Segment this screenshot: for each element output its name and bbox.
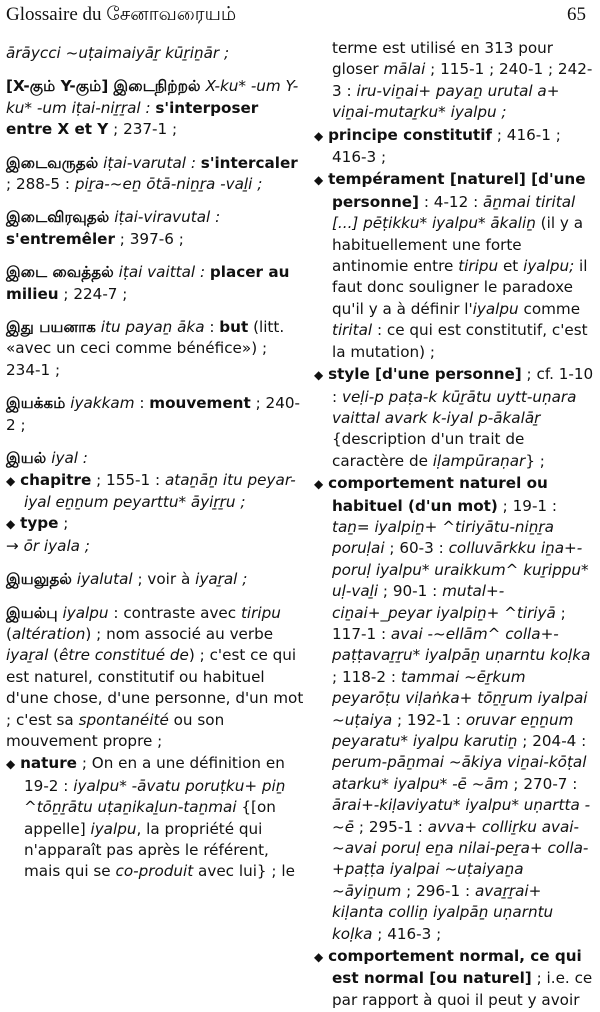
separator: ,: [519, 947, 531, 966]
term: iyalpu: [90, 819, 137, 838]
text: il faut donc souligner le paradoxe qu'il y a à définir l': [332, 257, 588, 318]
sense-label: comportement normal: [328, 947, 520, 966]
citation: avva+ colliṟku avai-~avai poruḷ eṉa nilai-peṟa+ colla-+paṭṭa iyalpai ~uṭaiyaṉa ~āyiṉum: [332, 817, 589, 900]
definition: mouvement: [149, 394, 251, 413]
term: être constitué de: [59, 646, 189, 665]
transliteration: iṭai-varutal :: [103, 153, 196, 172]
sense-label: comportement naturel ou habituel (d'un mot): [328, 474, 548, 515]
sense: [314, 473, 596, 945]
text: terme est utilisé en 313 pour gloser: [332, 39, 554, 79]
entry-continuation: [6, 43, 304, 64]
sense: [6, 753, 304, 882]
text: (: [48, 646, 60, 665]
headword: [X-கும் Y-கும்] இடைநிற்றல்: [6, 77, 201, 96]
reference: ; 90-1 :: [378, 582, 443, 601]
separator: ;: [58, 514, 69, 533]
citation: perum-pāṉmai ~ākiya viṉai-kōṭal atarku* iyalpu* -ē ~ām: [332, 753, 587, 793]
reference: ; 117-1 :: [332, 603, 566, 643]
entry-iyalutal: [6, 569, 304, 590]
reference: ; 416-3 ;: [372, 924, 442, 943]
headword: இயல்: [6, 449, 47, 468]
term: tiripu: [240, 603, 281, 622]
running-title: Glossaire du சேனாவரையம்: [6, 4, 237, 25]
reference: ; 60-3 :: [384, 539, 449, 558]
reference: ; 19-1 :: [497, 496, 558, 515]
sense-label: chapitre: [20, 470, 92, 489]
reference: ; 118-2 :: [332, 667, 401, 686]
left-column: [6, 43, 304, 895]
entry-itai-varutal: [6, 153, 304, 196]
transliteration: iyalpu: [62, 603, 109, 622]
headword: இடை வைத்தல்: [6, 263, 114, 282]
text: : ce qui est constitutif, c'est la mutation) ;: [332, 321, 588, 361]
reference: ; 192-1 :: [392, 710, 466, 729]
sense: [314, 169, 596, 363]
reference: ; 397-6 ;: [114, 229, 184, 248]
text: (: [6, 624, 12, 643]
bullet-icon: ◆: [314, 368, 324, 383]
entry-iyal: [6, 448, 304, 557]
citation: taṉ= iyalpiṉ+ ^tiriyātu-niṉṟa poruḷai: [332, 517, 554, 558]
sense: [6, 470, 304, 514]
citation: avaṟṟai+ kiḷanta colliṉ iyalpāṉ uṇarntu koḷka: [332, 881, 554, 943]
reference: ; 115-1 ; 240-1 ; 242-3 :: [332, 60, 593, 100]
text: {[on appelle]: [24, 798, 276, 838]
definition: s'intercaler: [200, 153, 298, 172]
headword: இது பயனாக: [6, 318, 96, 337]
citation: tammai ~ēṟkum peyarōṭu viḷaṅka+ tōṉṟum iyalpai ~uṭaiya: [332, 667, 588, 729]
bullet-icon: ◆: [314, 950, 324, 965]
transliteration: X-ku* -um Y-ku* -um iṭai-niṟṟal :: [6, 77, 299, 117]
definition: placer au milieu: [6, 263, 290, 303]
gloss: (litt. «avec un ceci comme bénéfice») ; 234-1 ;: [6, 318, 285, 379]
headword: இடைவருதல்: [6, 153, 99, 172]
headword: இயக்கம்: [6, 394, 66, 413]
transliteration: iṭai vaittal :: [118, 263, 206, 282]
bullet-icon: ◆: [314, 173, 324, 188]
arrow-right-icon: →: [6, 536, 24, 555]
bullet-icon: ◆: [314, 128, 324, 143]
entry-iyalpu: [6, 603, 304, 883]
page-header: [6, 4, 586, 26]
text: et: [498, 257, 524, 276]
citation: iru-viṉai+ payaṉ urutal a+ viṉai-mutaṟku* iyalpu ;: [332, 81, 560, 122]
text: ) ; nom associé au verbe: [85, 624, 274, 643]
reference: ; 240-2 ;: [6, 394, 301, 434]
term: iyaṟal: [6, 646, 49, 665]
sense-label: type: [20, 514, 59, 533]
text: ; On en a une définition en 19-2 :: [24, 754, 285, 795]
reference: ; 296-1 :: [401, 881, 475, 900]
transliteration: iyalutal: [76, 570, 133, 589]
reference: ; 155-1 :: [91, 470, 165, 489]
citation: veḷi-p paṭa-k kūṟātu uytt-uṇara vaittal avark k-iyal p-ākalāṟ: [332, 387, 577, 427]
reference: ; 416-1 ; 416-3 ;: [332, 125, 561, 167]
sense: [314, 125, 596, 169]
text: ) ; c'est ce qui est naturel, constitutif ou habituel d'une chose, d'une personne, d'un mot ; c'est sa: [6, 646, 304, 729]
separator: :: [204, 318, 220, 337]
term: iyalpu: [472, 299, 519, 318]
sense: [6, 513, 304, 535]
transliteration: iṭai-viravutal :: [114, 208, 221, 227]
citation: āṉmai tirital [...] pēṭikku* iyalpu* ākaliṉ: [332, 192, 576, 233]
text: {description d'un trait de caractère de: [332, 430, 525, 470]
definition: s'interposer entre X et Y: [6, 98, 259, 139]
text: comme: [518, 299, 581, 318]
entry-itai-viravutal: [6, 207, 304, 250]
definition: but: [219, 318, 249, 337]
page-number: 65: [567, 4, 586, 25]
sense: [314, 364, 596, 472]
separator: :: [134, 394, 150, 413]
text: , la propriété qui n'apparaît pas après le référent, mais qui se: [24, 819, 269, 881]
reference: ; 295-1 :: [354, 817, 428, 836]
reference: ; 237-1 ;: [108, 120, 178, 139]
see-label: ; voir à: [132, 570, 196, 589]
term: spontanéité: [78, 710, 169, 729]
text: avec lui} ; le: [193, 862, 295, 881]
cross-reference: [6, 536, 304, 557]
sense-label: tempérament [naturel] [d'une personne]: [328, 170, 586, 211]
citation: ataṉāṉ itu peyar-iyal eṉṉum peyarttu* āyiṟṟu ;: [24, 470, 296, 511]
term: iḷampūraṇar: [432, 451, 526, 470]
transliteration: iyal :: [51, 449, 88, 468]
reference: ; 270-7 :: [508, 774, 578, 793]
definition: s'entremêler: [6, 229, 115, 248]
bullet-icon: ◆: [6, 473, 16, 488]
term: tirital: [332, 321, 373, 340]
see-also: ōr iyala ;: [23, 536, 90, 555]
headword: இயல்பு: [6, 603, 58, 622]
headword: இடைவிரவுதல்: [6, 208, 110, 227]
entry-itu-payan-aka: [6, 317, 304, 381]
text: (il y a habituellement une forte antinomie entre: [332, 214, 584, 276]
entry-itai-vaittal: [6, 262, 304, 305]
text: ; i.e. ce par rapport à quoi il peut y avoir: [332, 969, 593, 1009]
citation: iyalpu* -āvatu poruṭku+ piṉ ^tōṉṟātu uṭaṉikaḻun-taṉmai: [24, 776, 286, 817]
citation: avai -~ellām^ colla+-paṭṭavaṟṟu* iyalpāṉ uṇarntu koḷka: [332, 624, 591, 665]
term: altération: [11, 624, 86, 643]
headword: இயலுதல்: [6, 570, 72, 589]
sense-label: principe constitutif: [328, 125, 493, 144]
term: tiripu: [458, 257, 499, 276]
text: : contraste avec: [108, 603, 241, 622]
reference: ; cf. 1-10 :: [332, 365, 594, 406]
bullet-icon: ◆: [6, 517, 16, 532]
sense-label: nature: [20, 754, 77, 773]
headline: [6, 448, 304, 469]
reference: ; 204-4 :: [517, 732, 587, 750]
description: [6, 603, 304, 753]
entry-itai-nirral: [6, 76, 304, 140]
transliteration: iyakkam: [70, 394, 135, 413]
reference: ; 288-5 :: [6, 175, 75, 194]
see-target: iyaṟal ;: [195, 570, 248, 589]
entry-iyakkam: [6, 393, 304, 436]
right-column: [314, 38, 596, 1012]
sense-label: style [d'une personne]: [328, 365, 522, 384]
reference: ; 224-7 ;: [58, 284, 128, 303]
tamil-transliteration: ārāycci ~uṭaimaiyāṟ kūṟiṉār ;: [6, 44, 230, 62]
citation: oruvar eṉṉum peyaratu* iyalpu karutiṉ: [332, 710, 574, 750]
entry-continuation: [314, 38, 596, 124]
citation: piṟa-~eṉ ōtā-niṉṟa -vaḻi ;: [74, 175, 263, 194]
transliteration: itu payaṉ āka: [100, 318, 205, 337]
term: co-produit: [115, 862, 194, 881]
sense-label: ce qui est normal [ou naturel]: [332, 947, 582, 988]
citation: colluvārkku iṉa+-poruḷ iyalpu* uraikkum^ kuṟippu* uḷ-vaḻi: [332, 539, 589, 601]
citation: ārai+-kiḷaviyatu* iyalpu* uṇartta -~ē: [332, 796, 591, 836]
sense: [314, 946, 596, 1011]
reference: : 4-12 :: [419, 192, 484, 211]
text: } ;: [525, 451, 545, 470]
text: ou son mouvement propre ;: [6, 710, 225, 750]
citation: mutal+-ciṉai+_peyar iyalpiṉ+ ^tiriyā: [332, 582, 556, 622]
bullet-icon: ◆: [6, 757, 16, 772]
term: iyalpu;: [523, 257, 575, 276]
term: mālai: [383, 60, 426, 79]
bullet-icon: ◆: [314, 477, 324, 492]
